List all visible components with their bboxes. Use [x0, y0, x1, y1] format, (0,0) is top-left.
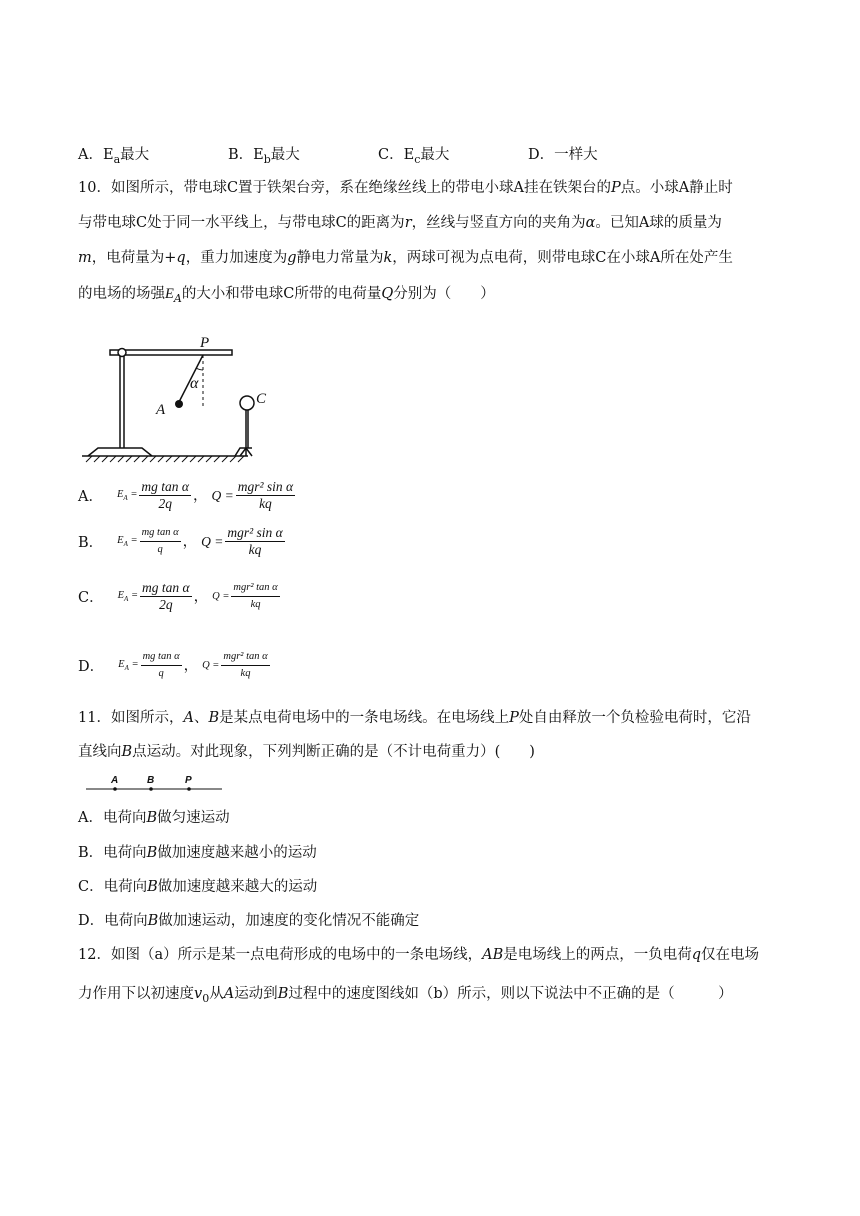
q10-stem-line4: 的电场的场强$E_A$的大小和带电球C所带的电荷量Q分别为（ ）	[78, 286, 495, 305]
label-p: P	[200, 335, 210, 351]
stand-base	[88, 448, 152, 456]
ball-a	[175, 400, 183, 408]
q10-stem-line3: m，电荷量为+q，重力加速度为g静电力常量为k，两球可视为点电荷，则带电球C在小球A所在处产生	[78, 250, 733, 266]
ground-hatch	[86, 456, 244, 462]
ball-c	[240, 396, 254, 410]
q10-option-a: A． $E_A$ = $\frac{\text{mg tan α}}{2q}$ ， Q = $\frac{\text{mgr² sin α}}{kq}$	[78, 479, 294, 511]
angle-arc	[196, 368, 203, 370]
q9-option-d: D．一样大	[528, 147, 598, 163]
q12-stem-line1: 12．如图（a）所示是某一点电荷形成的电场中的一条电场线，AB是电场线上的两点，一负电荷q仅在电场	[78, 947, 760, 963]
q11-figure-field-line	[86, 772, 226, 794]
label-b: B	[147, 775, 155, 786]
q11-option-c: C．电荷向B做加速度越来越大的运动	[78, 879, 318, 895]
q10-option-d: D． $E_A$ = $\frac{\text{mg tan α}}{q}$ ， Q = $\frac{\text{mgr² tan α}}{kq}$	[78, 651, 268, 679]
q12-stem-line2: 力作用下以初速度$v_0$从A运动到B过程中的速度图线如（b）所示，则以下说法中不正确的是（ ）	[78, 986, 733, 1005]
q11-stem-line1: 11．如图所示，A、B是某点电荷电场中的一条电场线。在电场线上P处自由释放一个负检验电荷时，它沿	[78, 710, 751, 726]
stand-arm	[110, 350, 232, 355]
q10-figure-iron-stand	[80, 330, 267, 465]
q10-stem-line2: 与带电球C处于同一水平线上，与带电球C的距离为r，丝线与竖直方向的夹角为α。已知A球的质量为	[78, 215, 722, 231]
label-p: P	[185, 775, 192, 786]
q10-option-b: B． $E_A$ = $\frac{\text{mg tan α}}{q}$ ， Q = $\frac{\text{mgr² sin α}}{kq}$	[78, 525, 283, 557]
label-alpha: α	[190, 375, 199, 392]
q11-option-d: D．电荷向B做加速运动，加速度的变化情况不能确定	[78, 913, 420, 929]
label-a: A	[156, 402, 166, 418]
q11-option-a: A．电荷向B做匀速运动	[78, 810, 230, 826]
q10-option-c: C． $E_A$ = $\frac{\text{mg tan α}}{2q}$ ， Q = $\frac{\text{mgr² tan α}}{kq}$	[78, 580, 278, 612]
q9-option-b: B．$E_b$最大	[228, 147, 300, 166]
point-a	[113, 787, 117, 791]
q9-option-a: A．$E_a$最大	[78, 147, 150, 166]
q11-option-b: B．电荷向B做加速度越来越小的运动	[78, 845, 317, 861]
label-c: C	[256, 391, 267, 407]
point-p	[187, 787, 191, 791]
label-a: A	[111, 775, 119, 786]
point-b	[149, 787, 153, 791]
q10-stem-line1: 10．如图所示，带电球C置于铁架台旁，系在绝缘丝线上的带电小球A挂在铁架台的P点。小球A静止时	[78, 180, 733, 196]
q11-stem-line2: 直线向B点运动。对此现象，下列判断正确的是（不计电荷重力）( )	[78, 744, 535, 760]
q9-option-c: C．$E_c$最大	[378, 147, 450, 166]
stand-clamp	[118, 349, 126, 357]
